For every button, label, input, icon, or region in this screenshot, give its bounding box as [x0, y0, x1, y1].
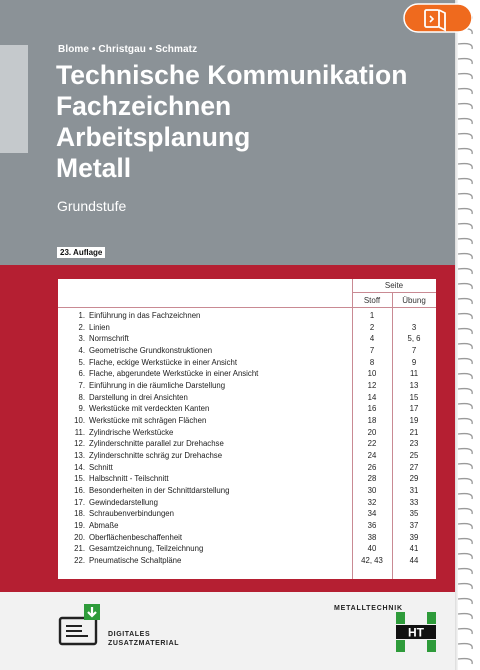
toc-label: Werkstücke mit verdeckten Kanten	[89, 404, 210, 414]
spiral-ring	[458, 164, 472, 169]
toc-stoff-page: 4	[369, 334, 375, 344]
toc-stoff-page: 20	[367, 427, 377, 437]
decorative-stripe	[0, 45, 28, 153]
toc-number: 17.	[74, 497, 85, 507]
spiral-ring	[458, 569, 472, 574]
spiral-ring	[458, 644, 472, 649]
spiral-ring	[458, 194, 472, 199]
toc-row	[58, 497, 436, 509]
toc-uebung-page: 11	[409, 369, 419, 379]
toc-uebung-page: 33	[409, 497, 419, 507]
toc-row	[58, 415, 436, 427]
spiral-ring	[458, 179, 472, 184]
ht-logo-icon	[396, 612, 436, 652]
spiral-ring	[458, 359, 472, 364]
toc-row	[58, 485, 436, 497]
spiral-ring	[458, 74, 472, 79]
spiral-ring	[458, 554, 472, 559]
toc-uebung-page: 23	[409, 439, 419, 449]
toc-stoff-page: 30	[367, 486, 377, 496]
toc-stoff-page: 2	[369, 322, 375, 332]
toc-uebung-page: 31	[409, 486, 419, 496]
toc-label: Oberflächenbeschaffenheit	[89, 532, 183, 542]
toc-label: Halbschnitt - Teilschnitt	[89, 474, 169, 484]
toc-row	[58, 520, 436, 532]
spiral-ring	[458, 314, 472, 319]
toc-label: Flache, abgerundete Werkstücke in einer Ansicht	[89, 369, 259, 379]
spiral-ring	[458, 59, 472, 64]
toc-stoff-page: 36	[367, 521, 377, 531]
digital-label-line2: ZUSATZMATERIAL	[108, 640, 180, 647]
spiral-ring	[458, 284, 472, 289]
toc-uebung-page: 44	[409, 556, 419, 566]
spiral-ring	[458, 89, 472, 94]
spiral-ring	[458, 119, 472, 124]
toc-row	[58, 462, 436, 474]
table-of-contents	[57, 278, 437, 580]
spiral-ring	[458, 254, 472, 259]
title-line: Technische Kommunikation	[56, 60, 408, 90]
book-title	[56, 60, 451, 184]
toc-row	[58, 380, 436, 392]
spiral-ring	[458, 419, 472, 424]
toc-label: Pneumatische Schaltpläne	[89, 556, 182, 566]
toc-label: Gewindedarstellung	[89, 497, 158, 507]
toc-stoff-page: 32	[367, 497, 377, 507]
spiral-binding	[458, 0, 480, 670]
toc-number: 11.	[74, 427, 85, 437]
toc-label: Geometrische Grundkonstruktionen	[89, 346, 213, 356]
header-divider	[58, 307, 436, 308]
toc-stoff-page: 1	[369, 311, 375, 320]
toc-stoff-page: 38	[367, 532, 377, 542]
toc-stoff-page: 34	[367, 509, 377, 519]
toc-uebung-page: 5, 6	[407, 334, 421, 344]
toc-row	[58, 333, 436, 345]
toc-uebung-page: 37	[409, 521, 419, 531]
spiral-ring	[458, 209, 472, 214]
spiral-ring	[458, 104, 472, 109]
spiral-ring	[458, 269, 472, 274]
spiral-ring	[458, 599, 472, 604]
toc-label: Schnitt	[89, 462, 113, 472]
toc-number: 2.	[78, 322, 85, 332]
toc-rows	[58, 310, 436, 567]
digital-label	[108, 630, 179, 648]
toc-label: Flache, eckige Werkstücke in einer Ansicht	[89, 357, 238, 367]
title-line: Arbeitsplanung	[56, 122, 251, 152]
toc-stoff-page: 12	[367, 381, 377, 391]
toc-uebung-page: 19	[409, 416, 419, 426]
toc-number: 13.	[74, 451, 85, 461]
authors: Blome • Christgau • Schmatz	[58, 44, 198, 55]
subtitle: Grundstufe	[57, 198, 127, 214]
toc-row	[58, 368, 436, 380]
toc-row	[58, 357, 436, 369]
toc-uebung-page: 41	[409, 544, 419, 554]
toc-number: 14.	[74, 462, 85, 472]
spiral-ring	[458, 479, 472, 484]
spiral-ring	[458, 449, 472, 454]
spiral-ring	[458, 134, 472, 139]
toc-uebung-page: 27	[409, 462, 419, 472]
toc-stoff-page: 14	[367, 392, 377, 402]
spiral-ring	[458, 614, 472, 619]
toc-uebung-page: 35	[409, 509, 419, 519]
toc-stoff-page: 16	[367, 404, 377, 414]
header-divider	[352, 292, 436, 293]
spiral-ring	[458, 464, 472, 469]
spiral-ring	[458, 404, 472, 409]
toc-number: 4.	[78, 346, 85, 356]
toc-row	[58, 310, 436, 322]
spiral-ring	[458, 524, 472, 529]
toc-number: 7.	[78, 381, 85, 391]
toc-row	[58, 543, 436, 555]
spiral-ring	[458, 224, 472, 229]
toc-label: Normschrift	[89, 334, 129, 344]
toc-stoff-page: 22	[367, 439, 377, 449]
toc-number: 12.	[74, 439, 85, 449]
toc-label: Abmaße	[89, 521, 119, 531]
toc-uebung-page: 39	[409, 532, 419, 542]
toc-row	[58, 403, 436, 415]
toc-label: Gesamtzeichnung, Teilzeichnung	[89, 544, 204, 554]
toc-label: Zylinderschnitte parallel zur Drehachse	[89, 439, 224, 449]
toc-row	[58, 473, 436, 485]
toc-uebung-page: 17	[409, 404, 419, 414]
spiral-ring	[458, 584, 472, 589]
toc-row	[58, 555, 436, 567]
toc-uebung-page: 21	[409, 427, 419, 437]
toc-uebung-page: 3	[411, 322, 417, 332]
toc-number: 6.	[78, 369, 85, 379]
toc-row	[58, 508, 436, 520]
toc-stoff-page: 28	[367, 474, 377, 484]
toc-row	[58, 450, 436, 462]
open-book-icon[interactable]	[403, 3, 473, 33]
spiral-ring	[458, 539, 472, 544]
toc-label: Zylinderschnitte schräg zur Drehachse	[89, 451, 223, 461]
toc-stoff-page: 26	[367, 462, 377, 472]
spiral-ring	[458, 329, 472, 334]
spiral-ring	[458, 299, 472, 304]
download-book-icon	[58, 604, 104, 650]
toc-uebung-page: 7	[411, 346, 417, 356]
spiral-ring	[458, 509, 472, 514]
toc-uebung-page: 13	[409, 381, 419, 391]
spiral-ring	[458, 239, 472, 244]
spiral-ring	[458, 44, 472, 49]
spiral-ring	[458, 149, 472, 154]
toc-uebung-page: 15	[409, 392, 419, 402]
toc-label: Schraubenverbindungen	[89, 509, 174, 519]
toc-row	[58, 532, 436, 544]
toc-uebung-page: 25	[409, 451, 419, 461]
toc-stoff-page: 7	[369, 346, 375, 356]
toc-stoff-page: 42, 43	[361, 556, 383, 566]
toc-number: 10.	[74, 416, 85, 426]
toc-number: 20.	[74, 532, 85, 542]
toc-label: Linien	[89, 322, 110, 332]
toc-row	[58, 322, 436, 334]
spiral-ring	[458, 374, 472, 379]
toc-stoff-page: 24	[367, 451, 377, 461]
title-line: Fachzeichnen	[56, 91, 232, 121]
toc-label: Einführung in das Fachzeichnen	[89, 311, 201, 320]
toc-stoff-page: 40	[367, 544, 377, 554]
toc-label: Werkstücke mit schrägen Flächen	[89, 416, 207, 426]
toc-label: Besonderheiten in der Schnittdarstellung	[89, 486, 230, 496]
brand-label: METALLTECHNIK	[334, 605, 403, 612]
toc-number: 1.	[78, 311, 85, 320]
spiral-ring	[458, 344, 472, 349]
toc-number: 19.	[74, 521, 85, 531]
toc-row	[58, 438, 436, 450]
toc-number: 21.	[74, 544, 85, 554]
digital-material[interactable]	[58, 604, 180, 654]
spiral-ring	[458, 659, 472, 664]
toc-label: Zylindrische Werkstücke	[89, 427, 174, 437]
toc-number: 9.	[78, 404, 85, 414]
toc-stoff-page: 8	[369, 357, 375, 367]
toc-number: 5.	[78, 357, 85, 367]
edition-badge: 23. Auflage	[57, 247, 105, 258]
spiral-ring	[458, 389, 472, 394]
toc-uebung-page: 9	[411, 357, 417, 367]
toc-label: Einführung in die räumliche Darstellung	[89, 381, 226, 391]
header-seite: Seite	[384, 281, 404, 290]
toc-number: 18.	[74, 509, 85, 519]
toc-uebung-page: 29	[409, 474, 419, 484]
header-stoff: Stoff	[363, 296, 381, 305]
spiral-ring	[458, 434, 472, 439]
header-uebung: Übung	[402, 296, 426, 305]
toc-number: 16.	[74, 486, 85, 496]
toc-number: 3.	[78, 334, 85, 344]
toc-row	[58, 345, 436, 357]
cover-header	[0, 0, 458, 265]
digital-label-line1: DIGITALES	[108, 631, 151, 638]
toc-number: 8.	[78, 392, 85, 402]
title-line: Metall	[56, 153, 132, 183]
toc-number: 22.	[74, 556, 85, 566]
toc-stoff-page: 18	[367, 416, 377, 426]
toc-row	[58, 392, 436, 404]
toc-stoff-page: 10	[367, 369, 377, 379]
publisher-logo-text: HT	[408, 625, 424, 640]
spiral-ring	[458, 494, 472, 499]
toc-label: Darstellung in drei Ansichten	[89, 392, 188, 402]
toc-row	[58, 427, 436, 439]
toc-number: 15.	[74, 474, 85, 484]
spiral-ring	[458, 629, 472, 634]
